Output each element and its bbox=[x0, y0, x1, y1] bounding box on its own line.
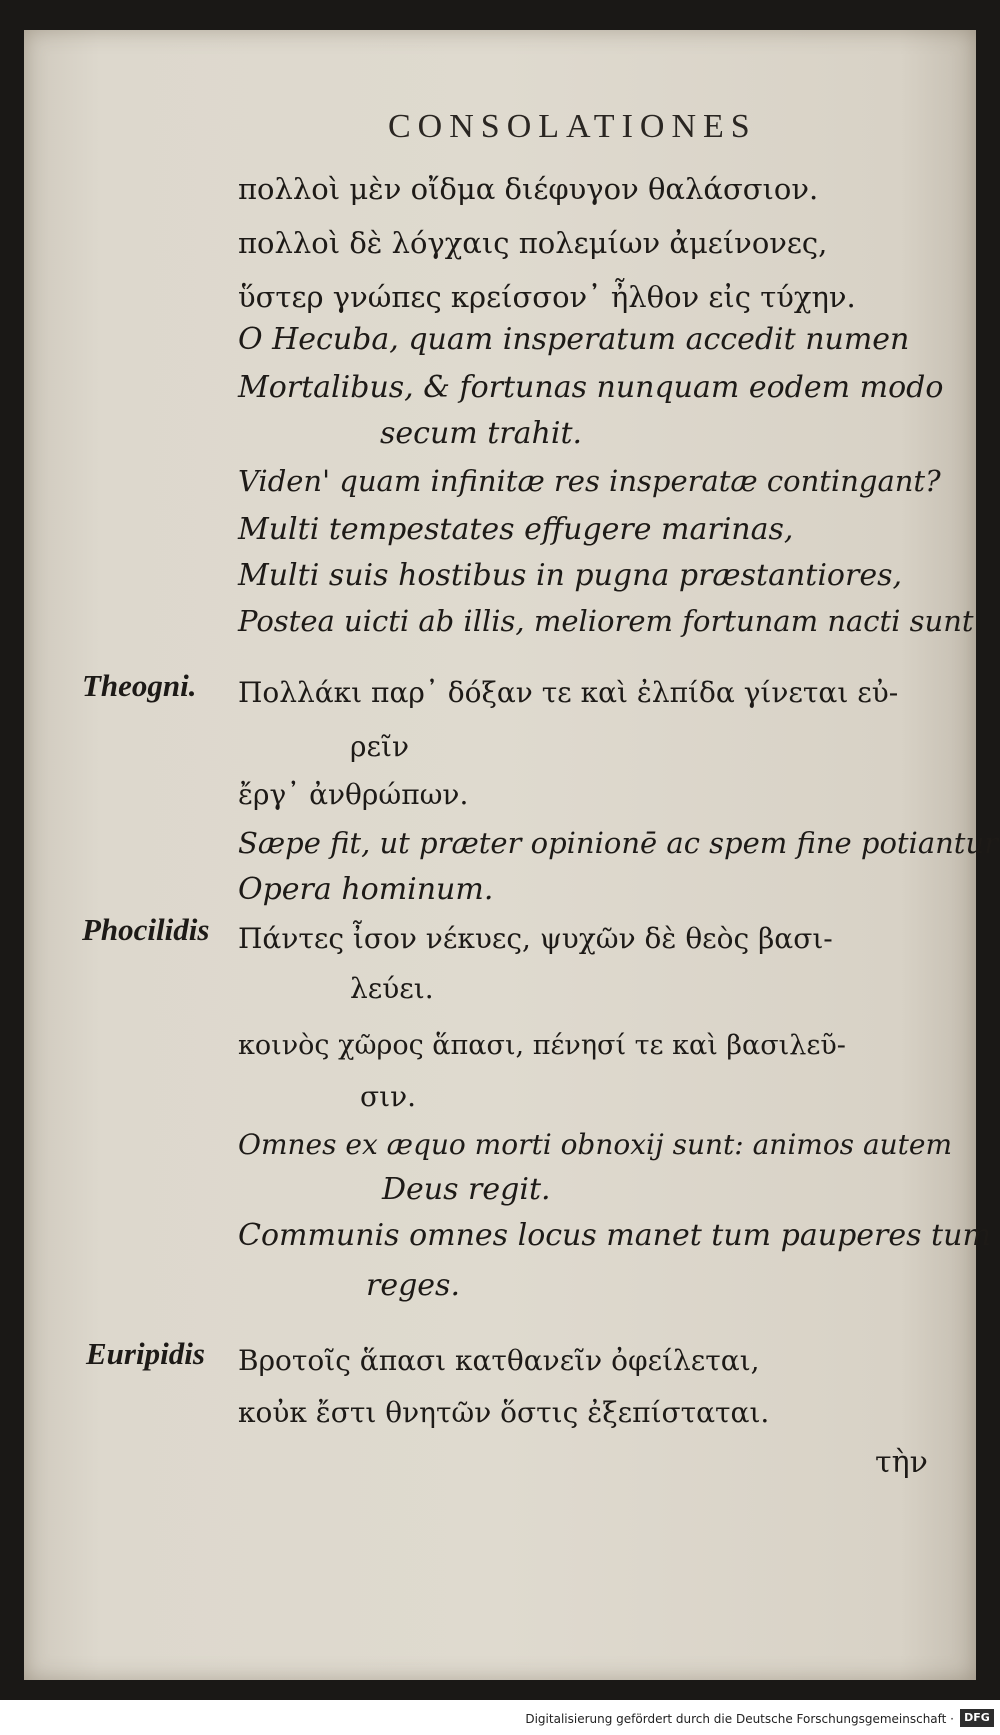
text-line: Πάντες ἶσον νέκυες, ψυχῶν δὲ θεὸς βασι- bbox=[238, 922, 833, 955]
text-line: Opera hominum. bbox=[238, 872, 494, 907]
footer-credit: Digitalisierung gefördert durch die Deutsche Forschungsgemeinschaft · bbox=[525, 1712, 954, 1726]
text-line: Πολλάκι παρ᾽ δόξαν τε καὶ ἐλπίδα γίνεται εὐ- bbox=[238, 676, 899, 709]
text-line: Sæpe fit, ut præter opinionē ac spem fine potiantur bbox=[238, 826, 998, 860]
text-line: secum trahit. bbox=[380, 416, 583, 451]
page-header: CONSOLATIONES bbox=[388, 108, 757, 145]
text-line: ἔργ᾽ ἀνθρώπων. bbox=[238, 778, 469, 811]
text-line: reges. bbox=[366, 1268, 460, 1303]
text-line: κοινὸς χῶρος ἅπασι, πένησί τε καὶ βασιλεῦ- bbox=[238, 1030, 846, 1061]
margin-note-theognis: Theogni. bbox=[82, 668, 197, 703]
text-line: Βροτοῖς ἅπασι κατθανεῖν ὀφείλεται, bbox=[238, 1344, 760, 1377]
text-line: Postea uicti ab illis, meliorem fortunam nacti sunt bbox=[238, 604, 974, 638]
text-line: ρεῖν bbox=[350, 730, 409, 763]
text-line: Viden' quam infinitæ res insperatæ contingant? bbox=[238, 464, 941, 498]
text-line: πολλοὶ δὲ λόγχαις πολεμίων ἀμείνονες, bbox=[238, 226, 828, 260]
text-line: πολλοὶ μὲν οἴδμα διέφυγον θαλάσσιον. bbox=[238, 172, 819, 206]
text-line: O Hecuba, quam insperatum accedit numen bbox=[238, 322, 910, 357]
margin-note-phocylides: Phocilidis bbox=[82, 912, 210, 947]
text-line: Multi suis hostibus in pugna præstantiores, bbox=[238, 558, 903, 593]
text-line: λεύει. bbox=[350, 972, 434, 1005]
text-line: σιν. bbox=[360, 1080, 417, 1113]
catchword: τὴν bbox=[875, 1445, 928, 1480]
text-line: ὕστερ γνώπες κρείσσον᾽ ἦλθον εἰς τύχην. bbox=[238, 280, 856, 314]
footer-bar bbox=[0, 1700, 1000, 1735]
text-line: Communis omnes locus manet tum pauperes tum bbox=[238, 1218, 991, 1253]
text-line: Omnes ex æquo morti obnoxij sunt: animos autem bbox=[238, 1128, 953, 1161]
text-line: Multi tempestates effugere marinas, bbox=[238, 512, 794, 547]
dfg-logo: DFG bbox=[960, 1709, 994, 1727]
text-line: Mortalibus, & fortunas nunquam eodem modo bbox=[238, 370, 944, 405]
text-line: κοὐκ ἔστι θνητῶν ὅστις ἐξεπίσταται. bbox=[238, 1396, 770, 1429]
text-line: Deus regit. bbox=[382, 1172, 551, 1207]
margin-note-euripides: Euripidis bbox=[86, 1336, 205, 1371]
